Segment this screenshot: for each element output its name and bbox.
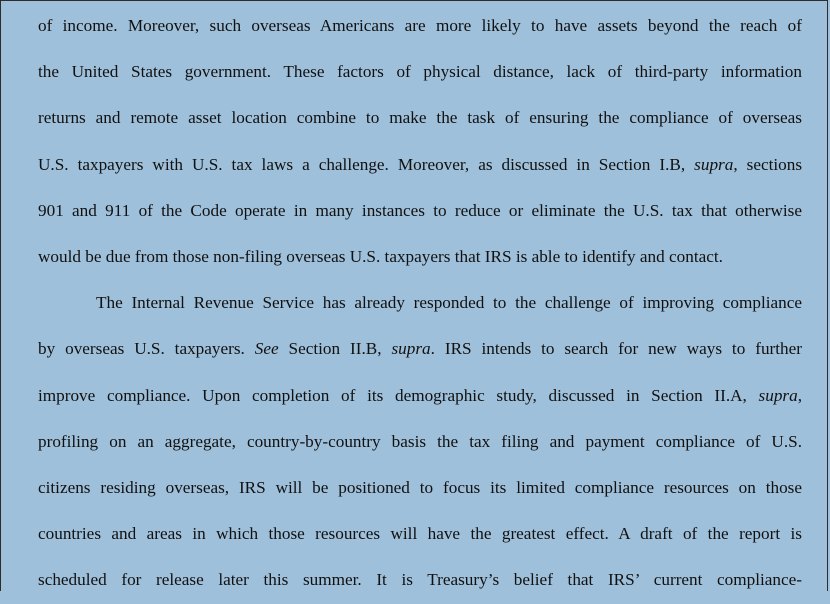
citation-signal: supra bbox=[694, 154, 734, 174]
text-line: 901 and 911 of the Code operate in many instances to reduce or eliminate the U.S. tax that otherwise bbox=[38, 200, 802, 220]
citation-signal: supra bbox=[391, 339, 431, 359]
text-line: returns and remote asset location combine to make the task of ensuring the compliance of overseas bbox=[38, 108, 802, 128]
citation-signal: See bbox=[254, 339, 279, 359]
text-line: countries and areas in which those resources will have the greatest effect. A draft of the report is bbox=[38, 524, 802, 544]
text-line: improve compliance. Upon completion of its demographic study, discussed in Section II.A, supra, bbox=[38, 385, 802, 405]
text-line: profiling on an aggregate, country-by-country basis the tax filing and payment compliance of U.S. bbox=[38, 431, 802, 451]
text-line: citizens residing overseas, IRS will be positioned to focus its limited compliance resources on those bbox=[38, 478, 802, 498]
text-line: of income. Moreover, such overseas Americans are more likely to have assets beyond the reach of bbox=[38, 16, 802, 35]
text-line: would be due from those non-filing overseas U.S. taxpayers that IRS is able to identify and contact. bbox=[38, 247, 723, 267]
citation-signal: supra bbox=[758, 385, 798, 405]
text-line: by overseas U.S. taxpayers. See Section II.B, supra. IRS intends to search for new ways to further bbox=[38, 339, 802, 359]
text-line: the United States government. These factors of physical distance, lack of third-party information bbox=[38, 62, 802, 82]
text-line: scheduled for release later this summer. It is Treasury’s belief that IRS’ current compliance- bbox=[38, 570, 802, 590]
text-line: U.S. taxpayers with U.S. tax laws a challenge. Moreover, as discussed in Section I.B, supra, sections bbox=[38, 154, 803, 174]
document-text bbox=[38, 3, 802, 604]
text-line: The Internal Revenue Service has already responded to the challenge of improving compliance bbox=[96, 293, 802, 313]
